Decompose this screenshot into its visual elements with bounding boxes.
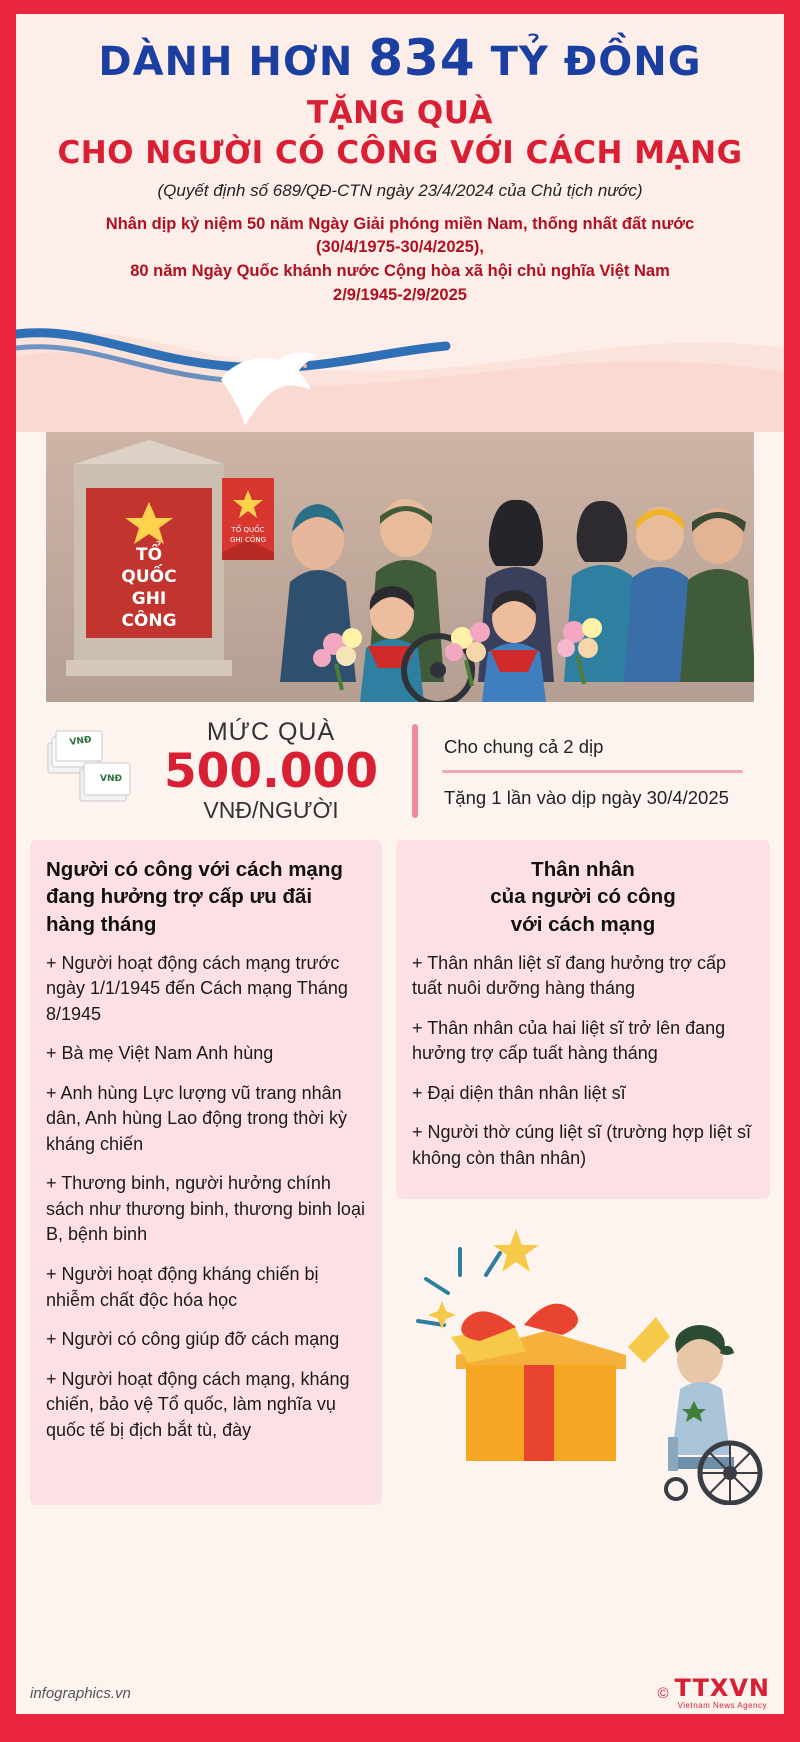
occasion-text (36, 213, 764, 309)
right-column-heading (412, 856, 754, 939)
wave-dove-graphic (16, 322, 784, 432)
occasion-line-2: (30/4/1975-30/4/2025), (316, 238, 484, 257)
list-item: + Người thờ cúng liệt sĩ (trường hợp liệt sĩ không còn thân nhân) (412, 1122, 751, 1168)
list-item: + Thân nhân của hai liệt sĩ trở lên đang hưởng trợ cấp tuất hàng tháng (412, 1017, 726, 1064)
svg-text:GHI CÔNG: GHI CÔNG (229, 536, 267, 545)
occasion-line-1: Nhân dịp kỷ niệm 50 năm Ngày Giải phóng miền Nam, thống nhất đất nước (105, 214, 695, 233)
gift-amount-block (146, 718, 396, 823)
list-item: + Người có công giúp đỡ cách mạng (46, 1329, 340, 1350)
gift-notes (442, 732, 756, 809)
page-title-line1 (36, 29, 764, 87)
occasion-line-3: 80 năm Ngày Quốc khánh nước Cộng hòa xã hội chủ nghĩa Việt Nam (130, 262, 670, 281)
site-url: infographics.vn (30, 1684, 131, 1702)
beneficiary-columns (16, 834, 784, 1506)
agency-name: TTXVN (674, 1674, 770, 1702)
title-pre: DÀNH HƠN (98, 39, 354, 85)
gift-amount-label: MỨC QUÀ (206, 718, 336, 747)
note-separator (442, 770, 743, 773)
left-column-heading: Người có công với cách mạng đang hưởng trợ cấp ưu đãi hàng tháng (46, 857, 343, 936)
gift-box-icon (451, 1304, 670, 1461)
left-column-card (30, 840, 382, 1506)
gift-and-veteran-illustration (396, 1205, 770, 1505)
vertical-divider (412, 724, 418, 817)
veteran-wheelchair-icon (666, 1325, 760, 1503)
monument-text-2: QUỐC (121, 567, 177, 588)
right-column-card (396, 840, 770, 1200)
certificate-icon (222, 478, 274, 560)
agency-logo (657, 1676, 770, 1710)
agency-logo-text (675, 1676, 770, 1710)
header (16, 14, 784, 322)
gift-note-1: Cho chung cả 2 dịp (444, 736, 604, 758)
money-stack-icon (44, 725, 136, 816)
monument-text-1: TỔ (135, 545, 163, 566)
right-heading-line-3: với cách mạng (510, 912, 656, 936)
list-item: + Đại diện thân nhân liệt sĩ (412, 1082, 626, 1103)
copyright-icon: © (657, 1684, 669, 1702)
agency-subtitle: Vietnam News Agency (677, 1701, 767, 1710)
commemorative-photo (46, 432, 754, 702)
photo-illustration (46, 432, 754, 702)
gift-amount-unit: VNĐ/NGƯỜI (203, 796, 339, 823)
occasion-line-4: 2/9/1945-2/9/2025 (333, 286, 467, 305)
gift-amount-value: 500.000 (163, 744, 379, 800)
list-item: + Người hoạt động cách mạng trước ngày 1/1/1945 đến Cách mạng Tháng 8/1945 (46, 952, 348, 1024)
gift-note-2: Tặng 1 lần vào dịp ngày 30/4/2025 (444, 787, 729, 809)
monument-text-3: GHI (131, 589, 167, 610)
title-amount: 834 (368, 29, 476, 87)
monument-text-4: CÔNG (121, 611, 177, 632)
svg-text:VNĐ: VNĐ (69, 735, 93, 749)
page-title-line2: TẶNG QUÀ (307, 94, 493, 131)
list-item: + Thương binh, người hưởng chính sách như thương binh, thương binh loại B, bệnh binh (46, 1173, 365, 1245)
gift-amount-row (16, 702, 784, 833)
list-item: + Người hoạt động kháng chiến bị nhiễm chất độc hóa học (46, 1264, 319, 1310)
poster-inner (16, 14, 784, 1714)
list-item: + Thân nhân liệt sĩ đang hưởng trợ cấp tuất nuôi dưỡng hàng tháng (412, 952, 727, 999)
list-item: + Người hoạt động cách mạng, kháng chiến, bảo vệ Tổ quốc, làm nghĩa vụ quốc tế bị địch bắt tù, đày (46, 1368, 350, 1440)
right-heading-line-1: Thân nhân (531, 857, 635, 881)
decision-subtitle: (Quyết định số 689/QĐ-CTN ngày 23/4/2024 của Chủ tịch nước) (157, 180, 643, 200)
right-column-wrap (396, 840, 770, 1506)
svg-text:TỔ QUỐC: TỔ QUỐC (231, 526, 265, 535)
title-post: TỶ ĐỒNG (490, 39, 702, 85)
footer (16, 1672, 784, 1714)
right-heading-line-2: của người có công (490, 885, 676, 909)
decorative-band (16, 322, 784, 432)
page-title-line3: CHO NGƯỜI CÓ CÔNG VỚI CÁCH MẠNG (57, 134, 743, 171)
list-item: + Bà mẹ Việt Nam Anh hùng (46, 1043, 274, 1064)
list-item: + Anh hùng Lực lượng vũ trang nhân dân, Anh hùng Lao động trong thời kỳ kháng chiến (46, 1082, 348, 1154)
svg-text:VNĐ: VNĐ (100, 774, 123, 785)
